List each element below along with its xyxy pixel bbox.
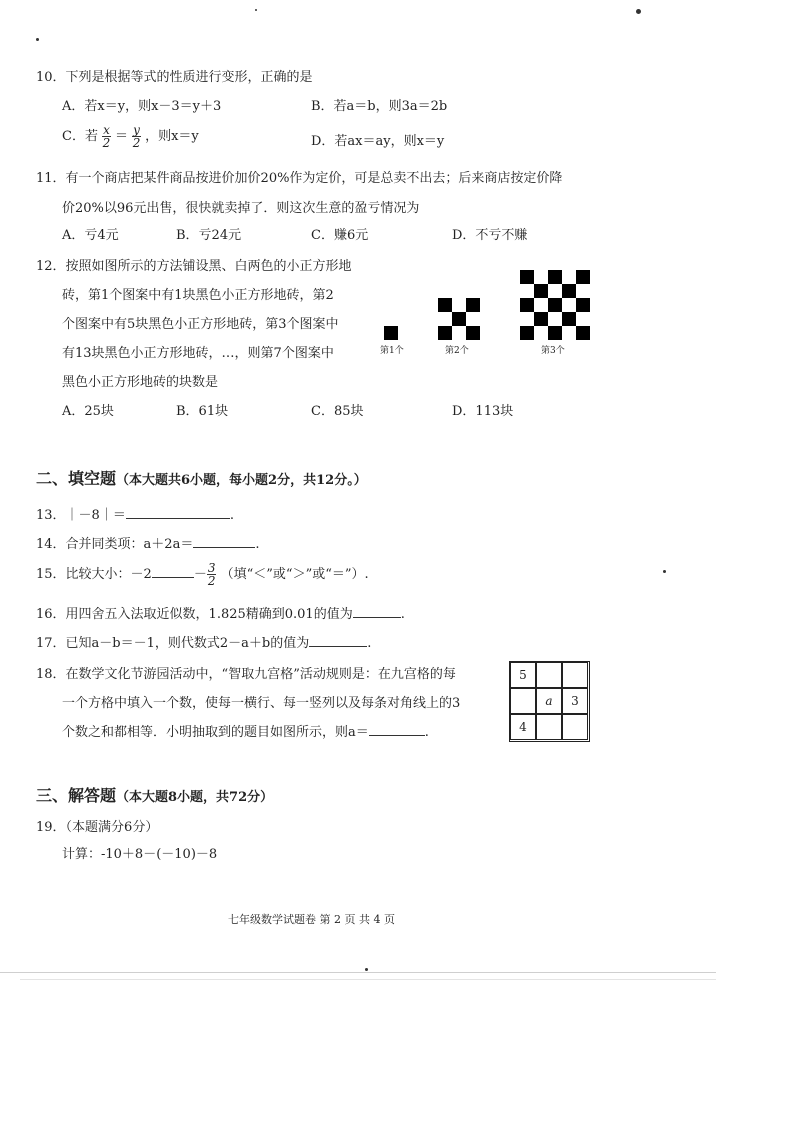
- white-tile: [534, 270, 548, 284]
- q19-calculation: 计算：-10＋8－(－10)－8: [62, 847, 218, 862]
- q10-c-prefix: C．若: [62, 129, 98, 144]
- black-tile: [466, 326, 480, 340]
- q14-answer-blank[interactable]: [193, 535, 255, 548]
- white-tile: [534, 298, 548, 312]
- scan-speck: [663, 570, 666, 573]
- q15-answer-blank[interactable]: [152, 565, 194, 578]
- white-tile: [520, 312, 534, 326]
- q18-line3: [62, 721, 429, 740]
- fraction-numerator: x: [103, 123, 110, 137]
- black-tile: [562, 284, 576, 298]
- q18-line1: 18．在数学文化节游园活动中，“智取九宫格”活动规则是：在九宫格的每: [36, 667, 456, 682]
- scan-speck: [255, 9, 257, 11]
- q17-text: 17．已知a－b＝－1，则代数式2－a＋b的值为: [36, 636, 310, 651]
- q10-c-suffix: ，则x＝y: [145, 129, 199, 144]
- q19-heading: 19．（本题满分6分）: [36, 820, 159, 835]
- black-tile: [534, 284, 548, 298]
- white-tile: [548, 312, 562, 326]
- q16-answer-blank[interactable]: [353, 605, 401, 618]
- q11-stem-line1: 11．有一个商店把某件商品按进价加价20%作为定价，可是总卖不出去；后来商店按定价降: [36, 171, 563, 186]
- q13-answer-blank[interactable]: [126, 506, 230, 519]
- q10-option-a: A．若x＝y，则x－3＝y＋3: [62, 99, 222, 114]
- grid-cell-2: [536, 662, 562, 688]
- q18-end: .: [424, 725, 429, 740]
- black-tile: [520, 270, 534, 284]
- q10-c-equals: ＝: [115, 129, 129, 144]
- black-tile: [548, 326, 562, 340]
- q10-option-d: D．若ax＝ay，则x＝y: [311, 134, 445, 149]
- q11-stem-line2: 价20%以96元出售，很快就卖掉了．则这次生意的盈亏情况为: [62, 201, 420, 216]
- white-tile: [576, 312, 590, 326]
- q18-answer-blank[interactable]: [369, 723, 425, 736]
- scan-fold-line: [20, 979, 716, 980]
- section3-note: （本大题8小题，共72分）: [116, 790, 274, 805]
- q11-option-d: D．不亏不赚: [452, 228, 528, 243]
- q14: 14．合并同类项：a＋2a＝ .: [36, 537, 260, 552]
- black-tile: [548, 270, 562, 284]
- grid-cell-1: 5: [510, 662, 536, 688]
- scan-speck: [36, 38, 39, 41]
- q12-option-a: A．25块: [62, 404, 114, 419]
- black-tile: [562, 312, 576, 326]
- q15: [36, 562, 369, 587]
- tile-pattern-1: [384, 326, 398, 340]
- q11-option-b: B．亏24元: [176, 228, 242, 243]
- white-tile: [466, 312, 480, 326]
- black-tile: [466, 298, 480, 312]
- q12-line2: 砖，第1个图案中有1块黑色小正方形地砖，第2: [62, 288, 334, 303]
- q12-line4: 有13块黑色小正方形地砖，…，则第7个图案中: [62, 346, 334, 361]
- q15-suffix: （填“＜”或“＞”或“＝”）.: [220, 567, 369, 582]
- q18-line3-text: 个数之和都相等．小明抽取到的题目如图所示，则a＝: [62, 725, 369, 740]
- q16-end: .: [400, 607, 405, 622]
- fraction-denominator: 2: [207, 574, 216, 588]
- q10-c-fraction-left: [102, 124, 111, 149]
- page-footer: 七年级数学试题卷 第 2 页 共 4 页: [228, 913, 395, 926]
- black-tile: [384, 326, 398, 340]
- q10-c-fraction-right: [132, 124, 141, 149]
- grid-cell-3: [562, 662, 588, 688]
- white-tile: [438, 312, 452, 326]
- white-tile: [534, 326, 548, 340]
- grid-cell-4: [510, 688, 536, 714]
- black-tile: [576, 326, 590, 340]
- scan-fold-line: [0, 972, 716, 973]
- black-tile: [548, 298, 562, 312]
- tile-pattern-3: [520, 270, 590, 340]
- white-tile: [452, 298, 466, 312]
- white-tile: [548, 284, 562, 298]
- grid-cell-8: [536, 714, 562, 740]
- white-tile: [576, 284, 590, 298]
- q16: [36, 603, 405, 622]
- q10-option-c: [62, 124, 199, 149]
- q17-answer-blank[interactable]: [309, 634, 367, 647]
- grid-cell-7: 4: [510, 714, 536, 740]
- black-tile: [576, 298, 590, 312]
- fraction-numerator: 3: [207, 561, 216, 575]
- section3-title: 三、解答题: [36, 786, 117, 805]
- q18-line2: 一个方格中填入一个数，使每一横行、每一竖列以及每条对角线上的3: [62, 696, 461, 711]
- white-tile: [452, 326, 466, 340]
- nine-square-grid: [509, 661, 590, 742]
- section2-title: 二、填空题: [36, 469, 117, 488]
- q12-line3: 个图案中有5块黑色小正方形地砖，第3个图案中: [62, 317, 339, 332]
- q12-option-c: C．85块: [311, 404, 364, 419]
- q11-option-a: A．亏4元: [62, 228, 119, 243]
- q12-option-b: B．61块: [176, 404, 229, 419]
- q13: 13．｜－8｜＝ .: [36, 508, 234, 523]
- tile-pattern-2-label: 第2个: [445, 346, 469, 356]
- black-tile: [520, 326, 534, 340]
- black-tile: [576, 270, 590, 284]
- white-tile: [562, 298, 576, 312]
- black-tile: [438, 298, 452, 312]
- tile-pattern-1-label: 第1个: [380, 346, 404, 356]
- q16-text: 16．用四舍五入法取近似数，1.825精确到0.01的值为: [36, 607, 353, 622]
- q13-text: 13．｜－8｜＝: [36, 508, 126, 523]
- section3-heading: [36, 783, 273, 806]
- grid-cell-5: a: [536, 688, 562, 714]
- q10-stem: 10．下列是根据等式的性质进行变形，正确的是: [36, 70, 313, 85]
- fraction-numerator: y: [133, 123, 140, 137]
- q10-option-b: B．若a＝b，则3a＝2b: [311, 99, 448, 114]
- white-tile: [562, 326, 576, 340]
- grid-cell-9: [562, 714, 588, 740]
- white-tile: [520, 284, 534, 298]
- white-tile: [562, 270, 576, 284]
- grid-cell-6: 3: [562, 688, 588, 714]
- q15-prefix: 15．比较大小：－2: [36, 567, 152, 582]
- q11-option-c: C．赚6元: [311, 228, 369, 243]
- q15-fraction: [207, 562, 217, 587]
- black-tile: [534, 312, 548, 326]
- fraction-denominator: 2: [132, 136, 141, 150]
- tile-pattern-2: [438, 298, 480, 340]
- q12-line1: 12．按照如图所示的方法铺设黑、白两色的小正方形地: [36, 259, 352, 274]
- q17: [36, 632, 371, 651]
- section2-note: （本大题共6小题，每小题2分，共12分。）: [116, 473, 367, 488]
- tile-pattern-3-label: 第3个: [541, 346, 565, 356]
- black-tile: [520, 298, 534, 312]
- q14-text: 14．合并同类项：a＋2a＝: [36, 537, 194, 552]
- q17-end: .: [367, 636, 372, 651]
- black-tile: [438, 326, 452, 340]
- q15-minus: －: [193, 567, 207, 582]
- black-tile: [452, 312, 466, 326]
- scan-speck: [636, 9, 641, 14]
- section2-heading: [36, 466, 367, 489]
- q12-line5: 黑色小正方形地砖的块数是: [62, 375, 219, 390]
- q12-option-d: D．113块: [452, 404, 514, 419]
- scan-speck: [365, 968, 368, 971]
- fraction-denominator: 2: [102, 136, 111, 150]
